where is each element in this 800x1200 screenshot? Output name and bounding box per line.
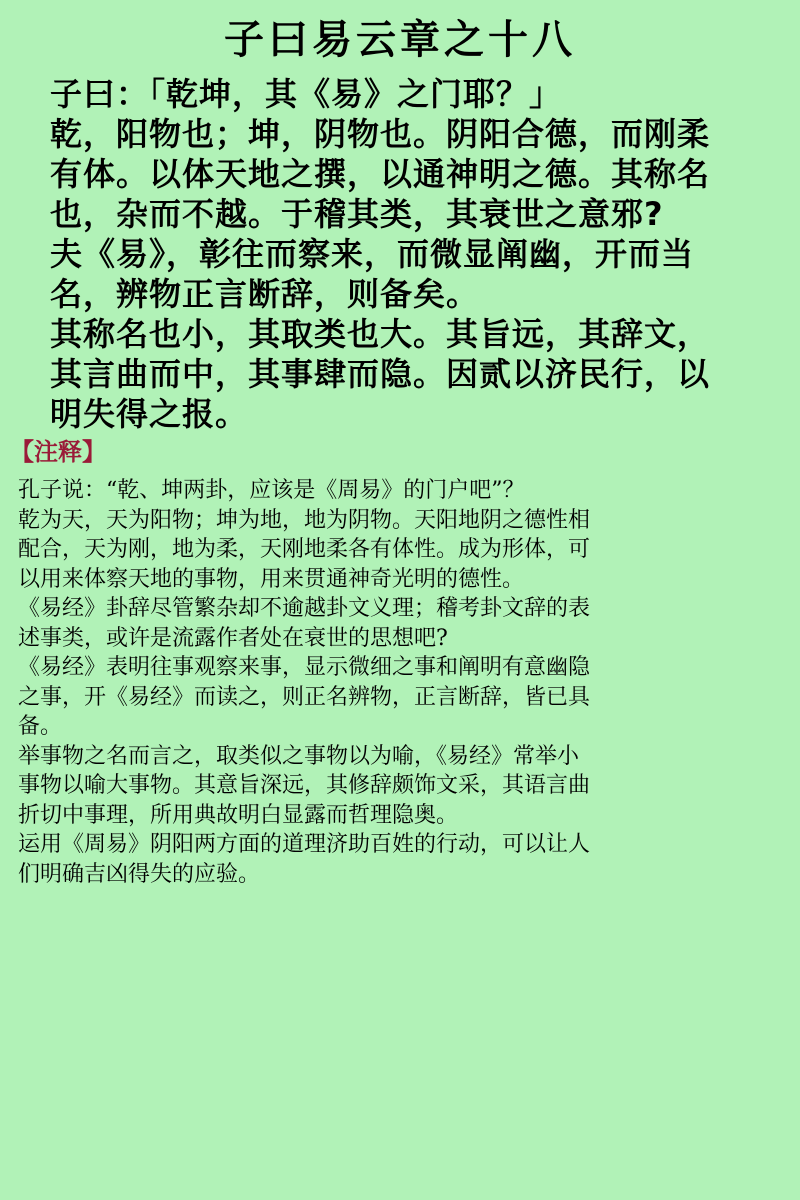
note-paragraph: 《易经》卦辞尽管繁杂却不逾越卦文义理；稽考卦文辞的表 述事类，或许是流露作者处在衰世的思想吧? bbox=[18, 596, 591, 651]
note-paragraph: 孔子说：“乾、坤两卦，应该是《周易》的门户吧”？ bbox=[18, 478, 525, 503]
main-paragraph: 夫《易》，彰往而察来，而微显阐幽，开而当 名，辨物正言断辞，则备矣。 bbox=[50, 235, 695, 313]
notes-section bbox=[18, 476, 788, 889]
note-paragraph: 举事物之名而言之，取类似之事物以为喻，《易经》常举小 事物以喻大事物。其意旨深远，其修辞颇饰文采，其语言曲 折切中事理，所用典故明白显露而哲理隐奥。 bbox=[18, 743, 591, 828]
note-paragraph: 乾为天，天为阳物；坤为地，地为阴物。天阳地阴之德性相 配合，天为刚，地为柔，天刚地柔各有体性。成为形体，可 以用来体察天地的事物，用来贯通神奇光明的德性。 bbox=[18, 507, 591, 592]
main-paragraph: 乾，阳物也；坤，阴物也。阴阳合德，而刚柔 有体。以体天地之撰，以通神明之德。其称名 也，杂而不越。于稽其类，其衰世之意邪? bbox=[50, 115, 711, 233]
notes-heading: 【注释】 bbox=[10, 438, 106, 466]
main-paragraph: 其称名也小，其取类也大。其旨远，其辞文， 其言曲而中，其事肆而隐。因贰以济民行，以 明失得之报。 bbox=[50, 315, 711, 433]
main-paragraph: 子曰：「乾坤，其《易》之门耶？」 bbox=[50, 75, 563, 113]
note-paragraph: 运用《周易》阴阳两方面的道理济助百姓的行动，可以让人 们明确吉凶得失的应验。 bbox=[18, 832, 591, 887]
main-text bbox=[50, 74, 770, 434]
page-title: 子曰易云章之十八 bbox=[224, 17, 576, 63]
note-paragraph: 《易经》表明往事观察来事，显示微细之事和阐明有意幽隐 之事，开《易经》而读之，则正名辨物，正言断辞，皆已具 备。 bbox=[18, 655, 591, 739]
